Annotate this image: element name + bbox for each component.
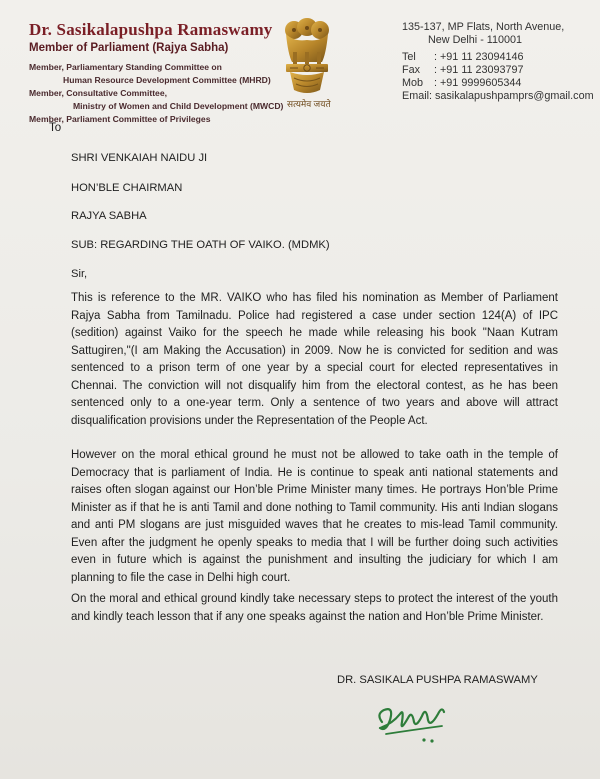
tel-value: : +91 11 23094146 [434, 50, 524, 63]
letterhead-role: Member of Parliament (Rajya Sabha) [29, 42, 229, 54]
paragraph-1: This is reference to the MR. VAIKO who has filed his nomination as Member of Parliament Rajya Sabha from Tamilnadu. Police had registered a case under section 124(A) of IPC (sedition) against Vaiko for the speech he made while releasing his book "Naan Kutram Sattugiren,"(I am Making the Accusation) in 2009. Now he is convicted for sedition and was sentenced to a prison term of one year by a special court for elected representatives in Chennai. The conviction will not disqualify him from the electoral contest, as he has been sentenced only to a one-year term. Only a sentence of two years and above will attract disqualification provisions under the Representation of the People Act. [71, 292, 558, 427]
committee-line: Human Resource Development Committee (MHRD) [63, 75, 271, 85]
paragraph-3: On the moral and ethical ground kindly take necessary steps to protect the interest of the youth and kindly teach lesson that if any one speaks against the nation and Hon’ble Prime Minister. [71, 593, 558, 623]
recipient-house: RAJYA SABHA [71, 210, 147, 222]
contact-block [402, 21, 594, 104]
recipient-title: HON’BLE CHAIRMAN [71, 182, 183, 194]
mob-label: Mob [402, 77, 424, 90]
paragraph-2: However on the moral ethical ground he must not be allowed to take oath in the temple of Democracy that is parliament of India. He is continue to speak anti national statements and raises often slogan against our Hon’ble Prime Minister many times. He portrays Hon’ble Prime Minister as if that he is anti Tamil and done nothing to Tamil community. His anti Indian slogans and anti PM slogans are just misguided waves that he creates to mis-lead Tamil community. Even after the judgment he openly speaks to media that I will be further doing such activities even in future which is against the punishment and insulting the judiciary for which I am planning to file the case in Delhi high court. [71, 449, 558, 584]
address-line: 135-137, MP Flats, North Avenue, [402, 21, 565, 33]
phone-row [402, 51, 594, 64]
committee-line: Member, Consultative Committee, [29, 88, 168, 98]
letterhead-name: Dr. Sasikalapushpa Ramaswamy [29, 20, 273, 39]
tel-label: Tel [402, 50, 416, 63]
committee-line: Member, Parliament Committee of Privileges [29, 114, 211, 124]
email-label: Email [402, 90, 429, 103]
email-row [402, 90, 594, 103]
emblem-motto: सत्यमेव जयते [287, 99, 331, 109]
fax-label: Fax [402, 63, 420, 76]
mobile-row [402, 77, 594, 90]
mob-value: : +91 9999605344 [434, 77, 522, 90]
email-value: : sasikalapushpamprs@gmail.com [429, 90, 594, 103]
recipient-name: SHRI VENKAIAH NAIDU JI [71, 152, 208, 164]
committee-list [29, 61, 283, 126]
fax-value: : +91 11 23093797 [434, 63, 524, 76]
committee-line: Member, Parliamentary Standing Committee on [29, 62, 222, 72]
subject-line: SUB: REGARDING THE OATH OF VAIKO. (MDMK) [71, 239, 330, 251]
committee-line: Ministry of Women and Child Development (MWCD) [73, 101, 284, 111]
to-line: To [49, 122, 62, 134]
signatory-name: DR. SASIKALA PUSHPA RAMASWAMY [337, 674, 538, 686]
handwritten-signature [372, 692, 462, 747]
fax-row [402, 64, 594, 77]
address-line: New Delhi - 110001 [428, 34, 523, 47]
salutation: Sir, [71, 268, 88, 280]
